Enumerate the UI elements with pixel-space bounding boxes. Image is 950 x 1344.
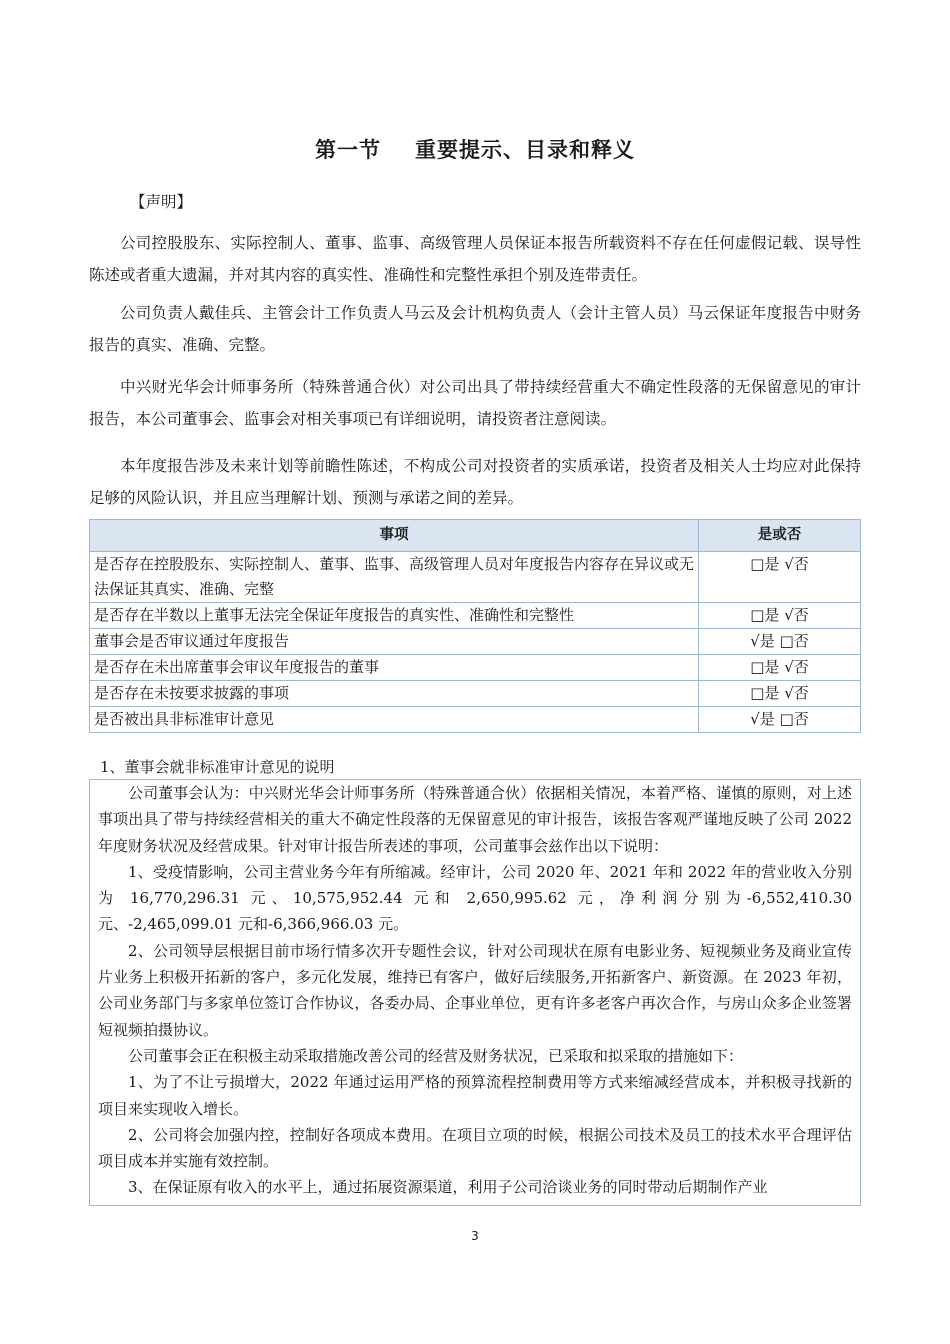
row-answer: □是 √否 (699, 603, 861, 629)
table-row (90, 681, 861, 707)
table-row (90, 603, 861, 629)
row-item: 是否存在未按要求披露的事项 (90, 681, 699, 707)
table-row (90, 552, 861, 603)
page-title (0, 134, 950, 164)
row-answer: √是 □否 (699, 629, 861, 655)
explanation-paragraph: 公司董事会认为：中兴财光华会计师事务所（特殊普通合伙）依据相关情况，本着严格、谨慎的原则，对上述事项出具了带与持续经营相关的重大不确定性段落的无保留意见的审计报告，该报告客观严谨地反映了公司 2022 年度财务状况及经营成果。针对审计报告所表述的事项，公司董事会兹作出以下说明： (98, 784, 852, 855)
statement-paragraph: 公司控股股东、实际控制人、董事、监事、高级管理人员保证本报告所载资料不存在任何虚假记载、误导性陈述或者重大遗漏，并对其内容的真实性、准确性和完整性承担个别及连带责任。 (89, 234, 861, 284)
table-header-row (90, 520, 861, 552)
board-explanation-label: 1、董事会就非标准审计意见的说明 (100, 758, 335, 776)
row-item: 是否存在半数以上董事无法完全保证年度报告的真实性、准确性和完整性 (90, 603, 699, 629)
row-answer: □是 √否 (699, 681, 861, 707)
statement-paragraph: 公司负责人戴佳兵、主管会计工作负责人马云及会计机构负责人（会计主管人员）马云保证年度报告中财务报告的真实、准确、完整。 (89, 304, 861, 354)
row-item: 是否存在控股股东、实际控制人、董事、监事、高级管理人员对年度报告内容存在异议或无法保证其真实、准确、完整 (90, 552, 699, 603)
column-header-answer: 是或否 (699, 520, 861, 552)
column-header-item: 事项 (90, 520, 699, 552)
table-row (90, 629, 861, 655)
page-number: 3 (471, 1229, 479, 1243)
table-row (90, 707, 861, 733)
row-item: 董事会是否审议通过年度报告 (90, 629, 699, 655)
statement-paragraph: 本年度报告涉及未来计划等前瞻性陈述，不构成公司对投资者的实质承诺，投资者及相关人士均应对此保持足够的风险认识，并且应当理解计划、预测与承诺之间的差异。 (89, 457, 861, 507)
table-row (90, 655, 861, 681)
explanation-paragraph: 1、受疫情影响，公司主营业务今年有所缩减。经审计，公司 2020 年、2021 年和 2022 年的营业收入分别为 16,770,296.31 元、10,575,952.44 元和 2,650,995.62 元，净利润分别为-6,552,410.30 元、-2,465,099.01 元和-6,366,966.03 元。 (98, 862, 852, 934)
row-item: 是否存在未出席董事会审议年度报告的董事 (90, 655, 699, 681)
explanation-paragraph: 公司董事会正在积极主动采取措施改善公司的经营及财务状况，已采取和拟采取的措施如下： (128, 1046, 744, 1065)
explanation-paragraph: 2、公司领导层根据目前市场行情多次开专题性会议，针对公司现状在原有电影业务、短视频业务及商业宣传片业务上积极开拓新的客户，多元化发展，维持已有客户，做好后续服务,开拓新客户、新资源。在 2023 年初，公司业务部门与多家单位签订合作协议，各委办局、企事业单位，更有许多老客户再次合作，与房山众多企业签署短视频拍摄协议。 (98, 941, 852, 1039)
declaration-label: 【声明】 (130, 193, 193, 211)
explanation-paragraph: 1、为了不让亏损增大，2022 年通过运用严格的预算流程控制费用等方式来缩减经营成本，并积极寻找新的项目来实现收入增长。 (98, 1073, 852, 1118)
row-answer: □是 √否 (699, 552, 861, 603)
board-explanation-box (89, 779, 861, 1206)
confirmation-table (89, 519, 861, 733)
row-answer: √是 □否 (699, 707, 861, 733)
explanation-paragraph: 2、公司将会加强内控，控制好各项成本费用。在项目立项的时候，根据公司技术及员工的技术水平合理评估项目成本并实施有效控制。 (98, 1125, 852, 1171)
section-number: 第一节 (315, 138, 381, 162)
row-item: 是否被出具非标准审计意见 (90, 707, 699, 733)
explanation-paragraph: 3、在保证原有收入的水平上，通过拓展资源渠道，利用子公司洽谈业务的同时带动后期制作产业 (128, 1178, 768, 1197)
row-answer: □是 √否 (699, 655, 861, 681)
section-name: 重要提示、目录和释义 (415, 138, 635, 162)
statement-paragraph: 中兴财光华会计师事务所（特殊普通合伙）对公司出具了带持续经营重大不确定性段落的无保留意见的审计报告，本公司董事会、监事会对相关事项已有详细说明，请投资者注意阅读。 (89, 378, 861, 428)
